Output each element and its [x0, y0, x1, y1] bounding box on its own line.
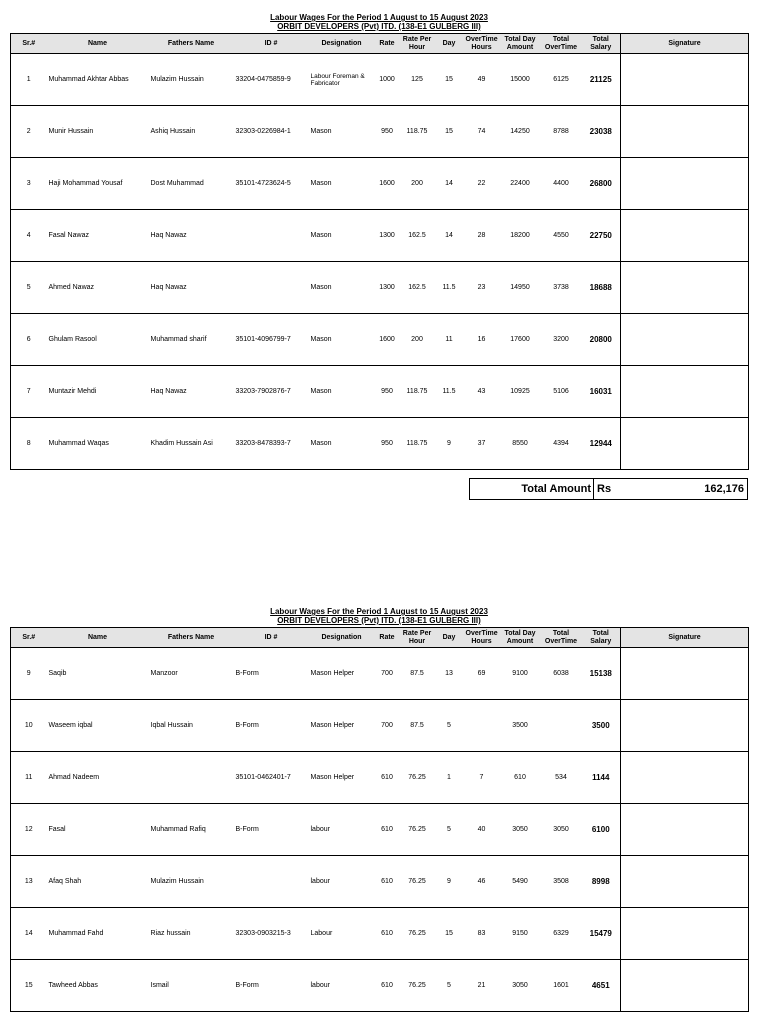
cell-day: 14 — [435, 210, 464, 262]
cell-father: Muhammad sharif — [149, 314, 234, 366]
cell-sr: 8 — [11, 418, 47, 470]
cell-id — [234, 856, 309, 908]
col-overtime-hours: OverTime Hours — [464, 628, 500, 648]
col-father: Fathers Name — [149, 34, 234, 54]
sheet-title: Labour Wages For the Period 1 August to 15 August 2023 — [270, 13, 488, 22]
col-name: Name — [47, 628, 149, 648]
cell-total-overtime — [541, 700, 582, 752]
cell-total-overtime: 4550 — [541, 210, 582, 262]
cell-total-salary: 26800 — [582, 158, 621, 210]
cell-id: B-Form — [234, 804, 309, 856]
cell-id: 35101-4723624-5 — [234, 158, 309, 210]
cell-total-overtime: 3200 — [541, 314, 582, 366]
cell-rate: 1000 — [375, 54, 400, 106]
cell-id: 35101-0462401-7 — [234, 752, 309, 804]
cell-signature[interactable] — [621, 908, 749, 960]
table-row — [11, 314, 749, 366]
cell-sr: 14 — [11, 908, 47, 960]
total-currency: Rs — [597, 483, 612, 495]
cell-signature[interactable] — [621, 418, 749, 470]
cell-total-day-amount: 8550 — [500, 418, 541, 470]
cell-father: Manzoor — [149, 648, 234, 700]
cell-total-day-amount: 3050 — [500, 804, 541, 856]
cell-rate-per-hour: 118.75 — [400, 106, 435, 158]
cell-rate-per-hour: 162.5 — [400, 262, 435, 314]
cell-rate-per-hour: 118.75 — [400, 366, 435, 418]
cell-day: 1 — [435, 752, 464, 804]
cell-total-overtime: 8788 — [541, 106, 582, 158]
cell-designation: labour — [309, 856, 375, 908]
cell-total-day-amount: 17600 — [500, 314, 541, 366]
cell-overtime-hours: 28 — [464, 210, 500, 262]
cell-total-salary: 23038 — [582, 106, 621, 158]
cell-id: B-Form — [234, 960, 309, 1012]
col-designation: Designation — [309, 34, 375, 54]
cell-signature[interactable] — [621, 856, 749, 908]
cell-total-day-amount: 610 — [500, 752, 541, 804]
cell-sr: 13 — [11, 856, 47, 908]
cell-id: 33203-8478393-7 — [234, 418, 309, 470]
table-row — [11, 700, 749, 752]
col-total-day-amount: Total Day Amount — [500, 34, 541, 54]
col-id: ID # — [234, 628, 309, 648]
cell-total-day-amount: 14250 — [500, 106, 541, 158]
cell-father: Khadim Hussain Asi — [149, 418, 234, 470]
cell-rate: 700 — [375, 700, 400, 752]
cell-rate: 610 — [375, 856, 400, 908]
cell-rate-per-hour: 76.25 — [400, 804, 435, 856]
cell-day: 15 — [435, 908, 464, 960]
cell-rate-per-hour: 118.75 — [400, 418, 435, 470]
cell-total-salary: 15479 — [582, 908, 621, 960]
cell-father: Haq Nawaz — [149, 210, 234, 262]
cell-rate: 610 — [375, 752, 400, 804]
cell-total-salary: 12944 — [582, 418, 621, 470]
cell-signature[interactable] — [621, 262, 749, 314]
cell-day: 5 — [435, 700, 464, 752]
cell-rate-per-hour: 87.5 — [400, 648, 435, 700]
company-name: ORBIT DEVELOPERS (Pvt) ITD. (138-E1 GULBERG III) — [277, 616, 481, 625]
cell-name: Waseem iqbal — [47, 700, 149, 752]
cell-name: Saqib — [47, 648, 149, 700]
total-amount-box — [469, 478, 748, 500]
cell-total-salary: 22750 — [582, 210, 621, 262]
cell-signature[interactable] — [621, 106, 749, 158]
total-amount-label: Total Amount — [470, 479, 594, 499]
cell-id: 32303-0903215-3 — [234, 908, 309, 960]
col-signature: Signature — [621, 628, 749, 648]
table-row — [11, 804, 749, 856]
table-row — [11, 366, 749, 418]
cell-day: 11 — [435, 314, 464, 366]
cell-sr: 5 — [11, 262, 47, 314]
cell-total-salary: 20800 — [582, 314, 621, 366]
cell-id — [234, 262, 309, 314]
cell-total-day-amount: 9100 — [500, 648, 541, 700]
cell-overtime-hours: 83 — [464, 908, 500, 960]
cell-overtime-hours: 37 — [464, 418, 500, 470]
cell-designation: Mason — [309, 158, 375, 210]
col-name: Name — [47, 34, 149, 54]
cell-name: Ahmed Nawaz — [47, 262, 149, 314]
col-rate: Rate — [375, 34, 400, 54]
cell-father: Mulazim Hussain — [149, 54, 234, 106]
cell-overtime-hours: 43 — [464, 366, 500, 418]
cell-total-salary: 8998 — [582, 856, 621, 908]
cell-sr: 12 — [11, 804, 47, 856]
table-row — [11, 210, 749, 262]
cell-father: Haq Nawaz — [149, 262, 234, 314]
cell-rate-per-hour: 125 — [400, 54, 435, 106]
cell-name: Afaq Shah — [47, 856, 149, 908]
cell-signature[interactable] — [621, 960, 749, 1012]
cell-rate: 610 — [375, 960, 400, 1012]
col-signature: Signature — [621, 34, 749, 54]
cell-father: Ismail — [149, 960, 234, 1012]
cell-rate: 700 — [375, 648, 400, 700]
cell-rate: 1300 — [375, 210, 400, 262]
cell-day: 9 — [435, 418, 464, 470]
cell-total-salary: 15138 — [582, 648, 621, 700]
cell-father: Iqbal Hussain — [149, 700, 234, 752]
cell-name: Haji Mohammad Yousaf — [47, 158, 149, 210]
cell-total-overtime: 6038 — [541, 648, 582, 700]
col-total-day-amount: Total Day Amount — [500, 628, 541, 648]
cell-signature[interactable] — [621, 210, 749, 262]
cell-rate-per-hour: 200 — [400, 158, 435, 210]
cell-id — [234, 210, 309, 262]
cell-rate-per-hour: 76.25 — [400, 960, 435, 1012]
col-rate-per-hour: Rate Per Hour — [400, 34, 435, 54]
cell-signature[interactable] — [621, 366, 749, 418]
cell-total-day-amount: 22400 — [500, 158, 541, 210]
cell-father: Mulazim Hussain — [149, 856, 234, 908]
header-row — [11, 34, 749, 54]
cell-sr: 6 — [11, 314, 47, 366]
cell-designation: Mason Helper — [309, 648, 375, 700]
header-row — [11, 628, 749, 648]
table-row — [11, 960, 749, 1012]
cell-id: 32303-0226984-1 — [234, 106, 309, 158]
cell-sr: 3 — [11, 158, 47, 210]
wage-sheet-2 — [10, 607, 748, 1012]
cell-rate: 950 — [375, 106, 400, 158]
cell-designation: Mason Helper — [309, 700, 375, 752]
cell-designation: Mason — [309, 106, 375, 158]
cell-designation: labour — [309, 960, 375, 1012]
cell-rate-per-hour: 76.25 — [400, 752, 435, 804]
cell-overtime-hours: 23 — [464, 262, 500, 314]
cell-overtime-hours — [464, 700, 500, 752]
cell-day: 9 — [435, 856, 464, 908]
cell-total-salary: 16031 — [582, 366, 621, 418]
cell-rate-per-hour: 87.5 — [400, 700, 435, 752]
cell-day: 11.5 — [435, 262, 464, 314]
col-overtime-hours: OverTime Hours — [464, 34, 500, 54]
cell-father: Haq Nawaz — [149, 366, 234, 418]
cell-designation: labour — [309, 804, 375, 856]
col-day: Day — [435, 34, 464, 54]
cell-designation: Mason — [309, 314, 375, 366]
cell-signature[interactable] — [621, 804, 749, 856]
cell-total-salary: 4651 — [582, 960, 621, 1012]
cell-designation: Labour — [309, 908, 375, 960]
cell-rate: 950 — [375, 418, 400, 470]
cell-signature[interactable] — [621, 314, 749, 366]
cell-rate: 1600 — [375, 158, 400, 210]
col-rate: Rate — [375, 628, 400, 648]
cell-designation: Mason Helper — [309, 752, 375, 804]
cell-total-day-amount: 3500 — [500, 700, 541, 752]
cell-father — [149, 752, 234, 804]
cell-designation: Mason — [309, 210, 375, 262]
table-row — [11, 262, 749, 314]
cell-signature[interactable] — [621, 54, 749, 106]
cell-total-day-amount: 3050 — [500, 960, 541, 1012]
cell-day: 5 — [435, 960, 464, 1012]
col-total-salary: Total Salary — [582, 628, 621, 648]
table-row — [11, 856, 749, 908]
cell-day: 15 — [435, 54, 464, 106]
cell-name: Munir Hussain — [47, 106, 149, 158]
cell-sr: 1 — [11, 54, 47, 106]
cell-total-overtime: 3508 — [541, 856, 582, 908]
cell-rate-per-hour: 76.25 — [400, 908, 435, 960]
cell-total-salary: 6100 — [582, 804, 621, 856]
cell-total-salary: 1144 — [582, 752, 621, 804]
cell-name: Fasal — [47, 804, 149, 856]
table-row — [11, 106, 749, 158]
cell-father: Ashiq Hussain — [149, 106, 234, 158]
col-total-salary: Total Salary — [582, 34, 621, 54]
cell-total-day-amount: 5490 — [500, 856, 541, 908]
cell-overtime-hours: 7 — [464, 752, 500, 804]
table-row — [11, 54, 749, 106]
cell-sr: 15 — [11, 960, 47, 1012]
cell-sr: 10 — [11, 700, 47, 752]
wage-sheet-1 — [10, 13, 748, 495]
cell-name: Muntazir Mehdi — [47, 366, 149, 418]
cell-overtime-hours: 69 — [464, 648, 500, 700]
table-row — [11, 648, 749, 700]
cell-total-overtime: 6125 — [541, 54, 582, 106]
cell-signature[interactable] — [621, 158, 749, 210]
cell-sr: 7 — [11, 366, 47, 418]
cell-day: 5 — [435, 804, 464, 856]
cell-father: Muhammad Rafiq — [149, 804, 234, 856]
wages-table — [10, 627, 749, 1012]
cell-rate: 950 — [375, 366, 400, 418]
col-designation: Designation — [309, 628, 375, 648]
cell-name: Tawheed Abbas — [47, 960, 149, 1012]
cell-day: 13 — [435, 648, 464, 700]
total-amount-value: 162,176 — [704, 483, 744, 495]
cell-sr: 9 — [11, 648, 47, 700]
table-row — [11, 158, 749, 210]
cell-total-overtime: 3050 — [541, 804, 582, 856]
cell-rate: 1300 — [375, 262, 400, 314]
cell-total-salary: 3500 — [582, 700, 621, 752]
wages-table — [10, 33, 749, 470]
cell-father: Riaz hussain — [149, 908, 234, 960]
cell-designation: Mason — [309, 262, 375, 314]
col-sr: Sr.# — [11, 34, 47, 54]
cell-id: 33204-0475859-9 — [234, 54, 309, 106]
cell-total-day-amount: 10925 — [500, 366, 541, 418]
cell-total-overtime: 5106 — [541, 366, 582, 418]
cell-total-day-amount: 18200 — [500, 210, 541, 262]
company-name: ORBIT DEVELOPERS (Pvt) ITD. (138-E1 GULBERG III) — [277, 22, 481, 31]
table-row — [11, 752, 749, 804]
cell-rate-per-hour: 200 — [400, 314, 435, 366]
cell-total-overtime: 1601 — [541, 960, 582, 1012]
cell-signature[interactable] — [621, 752, 749, 804]
cell-id: B-Form — [234, 648, 309, 700]
cell-name: Ghulam Rasool — [47, 314, 149, 366]
cell-total-overtime: 6329 — [541, 908, 582, 960]
cell-signature[interactable] — [621, 648, 749, 700]
sheet-title: Labour Wages For the Period 1 August to 15 August 2023 — [270, 607, 488, 616]
cell-name: Muhammad Fahd — [47, 908, 149, 960]
cell-overtime-hours: 22 — [464, 158, 500, 210]
cell-total-day-amount: 15000 — [500, 54, 541, 106]
cell-overtime-hours: 40 — [464, 804, 500, 856]
cell-total-overtime: 534 — [541, 752, 582, 804]
cell-day: 14 — [435, 158, 464, 210]
cell-overtime-hours: 46 — [464, 856, 500, 908]
table-row — [11, 418, 749, 470]
col-sr: Sr.# — [11, 628, 47, 648]
col-total-overtime: Total OverTime — [541, 628, 582, 648]
cell-rate: 610 — [375, 804, 400, 856]
cell-name: Ahmad Nadeem — [47, 752, 149, 804]
cell-total-day-amount: 14950 — [500, 262, 541, 314]
cell-designation: Mason — [309, 366, 375, 418]
cell-name: Fasal Nawaz — [47, 210, 149, 262]
col-total-overtime: Total OverTime — [541, 34, 582, 54]
cell-signature[interactable] — [621, 700, 749, 752]
cell-id: 35101-4096799-7 — [234, 314, 309, 366]
cell-rate: 1600 — [375, 314, 400, 366]
cell-total-overtime: 4394 — [541, 418, 582, 470]
col-father: Fathers Name — [149, 628, 234, 648]
cell-overtime-hours: 74 — [464, 106, 500, 158]
cell-overtime-hours: 21 — [464, 960, 500, 1012]
cell-sr: 4 — [11, 210, 47, 262]
cell-rate: 610 — [375, 908, 400, 960]
cell-sr: 11 — [11, 752, 47, 804]
table-row — [11, 908, 749, 960]
cell-id: B-Form — [234, 700, 309, 752]
col-rate-per-hour: Rate Per Hour — [400, 628, 435, 648]
cell-name: Muhammad Waqas — [47, 418, 149, 470]
cell-total-salary: 18688 — [582, 262, 621, 314]
cell-designation: Mason — [309, 418, 375, 470]
cell-id: 33203-7902876-7 — [234, 366, 309, 418]
cell-rate-per-hour: 76.25 — [400, 856, 435, 908]
cell-total-salary: 21125 — [582, 54, 621, 106]
cell-father: Dost Muhammad — [149, 158, 234, 210]
cell-day: 11.5 — [435, 366, 464, 418]
cell-total-overtime: 3738 — [541, 262, 582, 314]
col-id: ID # — [234, 34, 309, 54]
cell-rate-per-hour: 162.5 — [400, 210, 435, 262]
cell-sr: 2 — [11, 106, 47, 158]
cell-overtime-hours: 16 — [464, 314, 500, 366]
cell-total-day-amount: 9150 — [500, 908, 541, 960]
cell-overtime-hours: 49 — [464, 54, 500, 106]
cell-designation: Labour Foreman & Fabricator — [309, 54, 375, 106]
cell-day: 15 — [435, 106, 464, 158]
cell-name: Muhammad Akhtar Abbas — [47, 54, 149, 106]
cell-total-overtime: 4400 — [541, 158, 582, 210]
col-day: Day — [435, 628, 464, 648]
